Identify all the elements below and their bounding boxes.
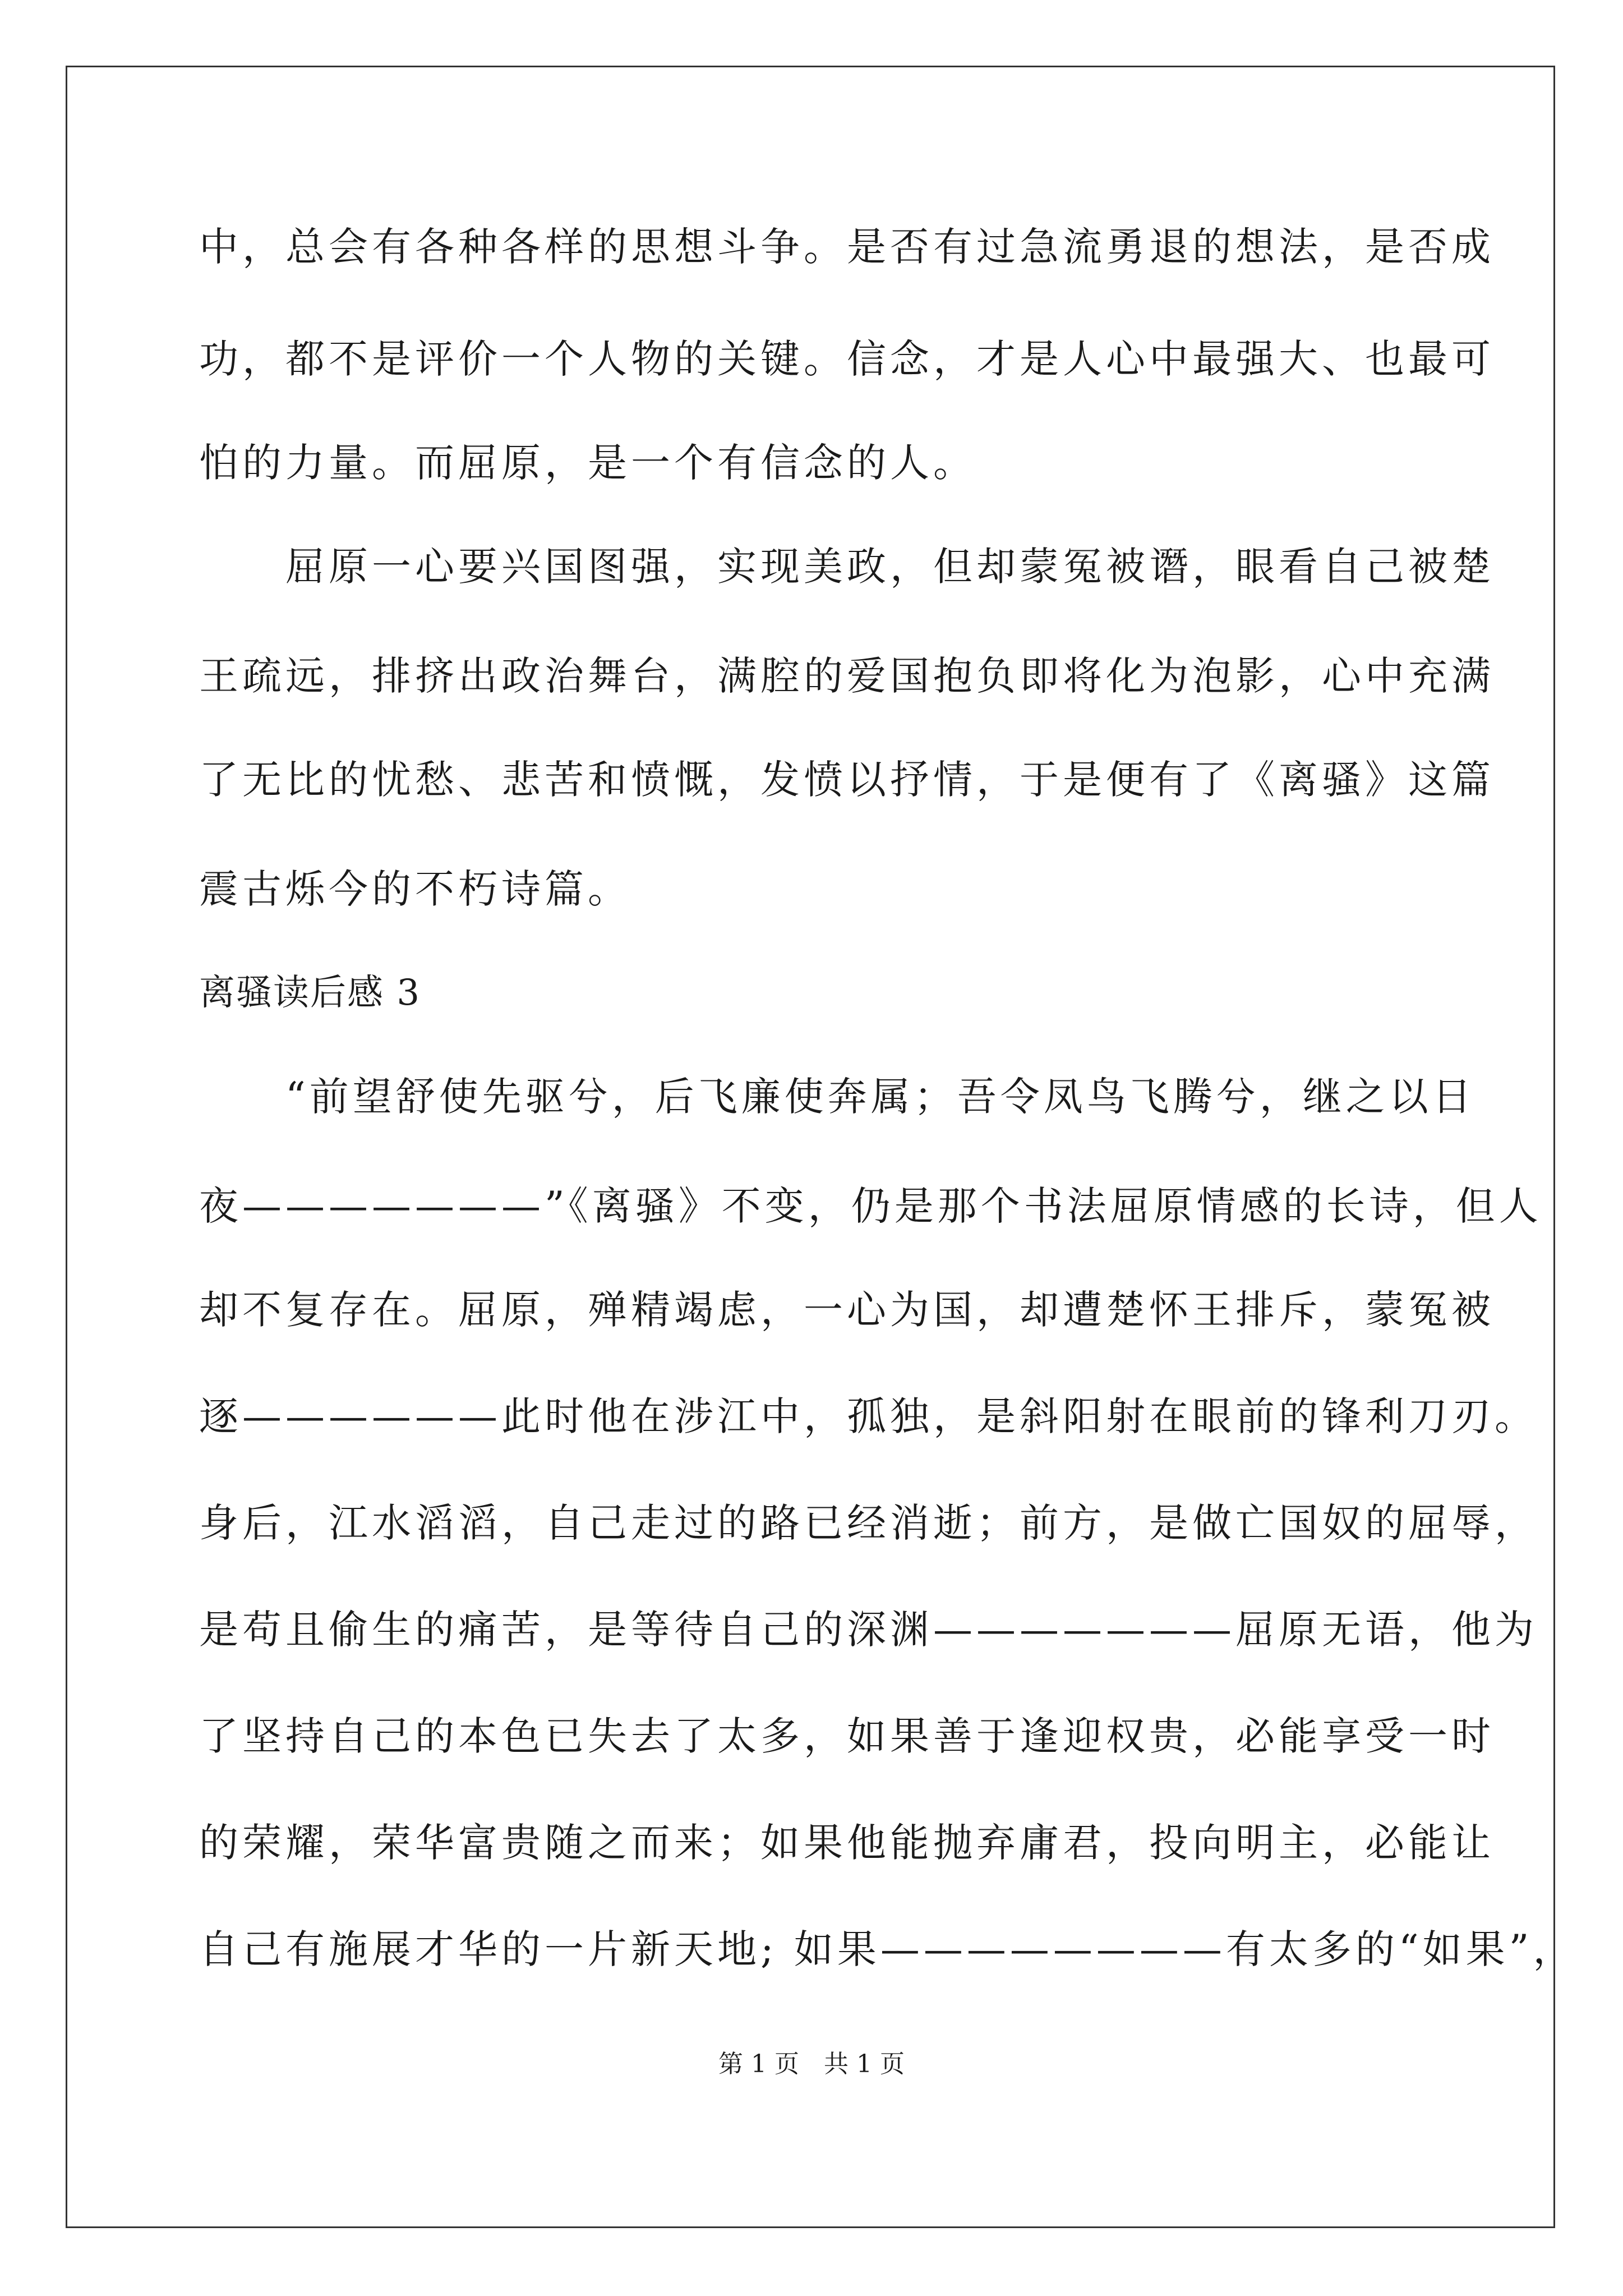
paragraph-line: 了坚持自己的本色已失去了太多，如果善于逢迎权贵，必能享受一时 <box>199 1713 1495 1759</box>
paragraph-line: “前望舒使先驱兮，后飞廉使奔属；吾令凤鸟飞腾兮，继之以日 <box>199 1074 1476 1120</box>
paragraph-line: 震古烁今的不朽诗篇。 <box>199 866 631 912</box>
paragraph-line: 王疏远，排挤出政治舞台，满腔的爱国抱负即将化为泡影，心中充满 <box>199 653 1495 699</box>
paragraph-line: 功，都不是评价一个人物的关键。信念，才是人心中最强大、也最可 <box>199 336 1495 382</box>
paragraph-line: 自己有施展才华的一片新天地; 如果————————有太多的“如果”， <box>199 1926 1576 1972</box>
paragraph-line: 屈原一心要兴国图强，实现美政，但却蒙冤被谮，眼看自己被楚 <box>199 544 1495 590</box>
section-heading: 离骚读后感 3 <box>199 972 421 1014</box>
paragraph-line: 夜———————”《离骚》不变，仍是那个书法屈原情感的长诗，但人 <box>199 1183 1542 1229</box>
paragraph-line: 逐——————此时他在涉江中，孤独，是斜阳射在眼前的锋利刀刃。 <box>199 1393 1538 1439</box>
paragraph-line: 怕的力量。而屈原，是一个有信念的人。 <box>199 440 976 486</box>
paragraph-line: 中，总会有各种各样的思想斗争。是否有过急流勇退的想法，是否成 <box>199 224 1495 270</box>
page-border <box>66 66 1555 2228</box>
paragraph-line: 是苟且偷生的痛苦，是等待自己的深渊———————屈原无语，他为 <box>199 1607 1538 1653</box>
paragraph-line: 身后，江水滔滔，自己走过的路已经消逝；前方，是做亡国奴的屈辱， <box>199 1500 1538 1546</box>
paragraph-line: 却不复存在。屈原，殚精竭虑，一心为国，却遭楚怀王排斥，蒙冤被 <box>199 1287 1495 1333</box>
paragraph-line: 的荣耀，荣华富贵随之而来；如果他能抛弃庸君，投向明主，必能让 <box>199 1820 1495 1866</box>
paragraph-line: 了无比的忧愁、悲苦和愤慨，发愤以抒情，于是便有了《离骚》这篇 <box>199 757 1495 803</box>
page-number-footer: 第 1 页 共 1 页 <box>718 2050 905 2078</box>
